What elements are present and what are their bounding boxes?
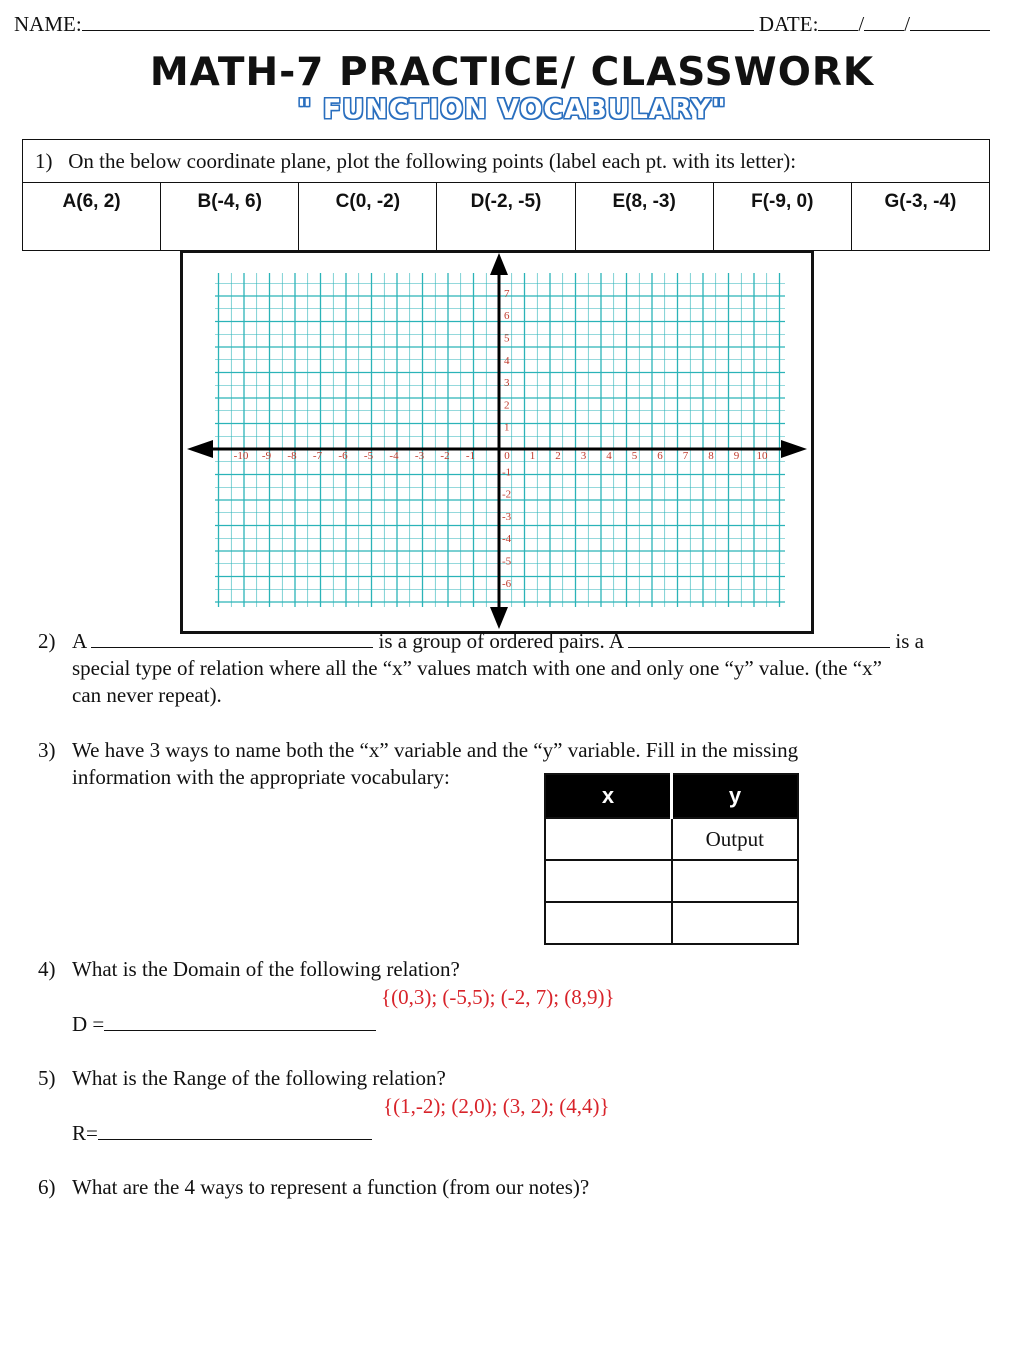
x-tick-label: -2 [440,450,450,462]
y-axis-arrow-up [490,253,508,275]
point-cell: B(-4, 6) [161,183,299,251]
date-label: DATE: [758,12,819,36]
y-tick-label: 4 [504,354,510,367]
y-axis-arrow-down [490,607,508,629]
x-tick-label: 7 [682,450,689,462]
y-header: y [672,774,799,818]
x-axis-arrow-right [781,440,807,458]
table-cell[interactable] [672,902,799,944]
x-tick-label: -7 [312,450,323,462]
x-tick-label: 0 [504,450,510,462]
x-tick-label: -4 [389,450,399,462]
points-table [22,139,990,251]
question-6 [38,1174,998,1201]
q1-instruction [23,140,990,183]
xy-vocabulary-table [544,773,799,945]
range-relation: {(1,-2); (2,0); (3, 2); (4,4)} [383,1094,610,1118]
y-tick-label: -6 [502,577,512,590]
name-field[interactable] [82,12,754,31]
domain-label: D = [72,1012,105,1036]
coordinate-plane[interactable] [183,253,811,631]
range-blank[interactable] [98,1121,372,1140]
table-cell[interactable] [672,860,799,902]
date-separator: / [904,12,911,36]
question-5 [38,1065,998,1092]
y-tick-label: -4 [502,533,512,546]
q2-line-2: special type of relation where all the “x” values match with one and only one “y” value. (the “x” [72,656,882,680]
q6-text: What are the 4 ways to represent a function (from our notes)? [72,1175,590,1199]
y-tick-label: -3 [502,510,512,523]
q3-line-2: information with the appropriate vocabulary: [72,765,450,789]
x-header: x [545,774,672,818]
question-2 [38,628,998,655]
x-tick-label: 10 [756,450,768,462]
question-3 [38,737,998,764]
x-tick-label: 9 [733,450,740,462]
x-tick-label: -9 [261,450,272,462]
date-day-field[interactable] [864,12,904,31]
function-blank[interactable] [628,629,890,648]
y-tick-label: -5 [502,555,512,568]
q5-number: 5) [38,1066,56,1090]
point-cell: G(-3, -4) [851,183,989,251]
point-cell: A(6, 2) [23,183,161,251]
q2-text-c: is a [895,629,924,653]
y-tick-label: -1 [502,466,512,479]
table-cell[interactable] [545,818,672,860]
x-tick-label: 1 [529,450,536,462]
date-separator: / [858,12,865,36]
y-tick-label: 1 [504,421,510,434]
table-cell[interactable] [545,902,672,944]
x-tick-label: 8 [708,450,714,462]
x-tick-label: -8 [287,450,297,462]
y-tick-label: 3 [504,377,510,390]
q4-text: What is the Domain of the following relation? [72,957,460,981]
table-cell[interactable]: Output [672,818,799,860]
x-tick-label: -1 [465,450,476,462]
domain-relation: {(0,3); (-5,5); (-2, 7); (8,9)} [381,985,615,1009]
point-cell: C(0, -2) [299,183,437,251]
x-tick-label: 5 [631,450,638,462]
q2-line-3: can never repeat). [72,683,222,707]
page-subtitle: " FUNCTION VOCABULARY" [297,94,727,125]
q1-text: On the below coordinate plane, plot the following points (label each pt. with its letter): [68,148,797,173]
q3-number: 3) [38,738,56,762]
date-month-field[interactable] [818,12,858,31]
y-tick-label: 2 [504,399,510,412]
point-cell: F(-9, 0) [713,183,851,251]
question-4 [38,956,998,983]
coordinate-plane-frame [180,250,814,634]
y-tick-label: 6 [504,310,510,323]
x-tick-label: -3 [414,450,425,462]
x-tick-label: -6 [338,450,348,462]
x-tick-label: -5 [363,450,374,462]
domain-blank[interactable] [104,1012,376,1031]
header-row [14,12,1006,40]
y-tick-label: -2 [502,488,512,501]
x-tick-label: -10 [233,450,249,462]
point-cell: D(-2, -5) [437,183,575,251]
range-label: R= [72,1121,98,1145]
y-tick-label: 7 [504,287,510,300]
q5-text: What is the Range of the following relation? [72,1066,446,1090]
q1-number: 1) [35,148,53,173]
x-tick-label: 3 [580,450,587,462]
x-tick-label: 2 [555,450,561,462]
q2-text-b: is a group of ordered pairs. A [378,629,623,653]
q2-number: 2) [38,629,56,653]
domain-answer [72,1011,472,1038]
x-axis-arrow-left [187,440,213,458]
table-cell[interactable] [545,860,672,902]
page-title: MATH-7 PRACTICE/ CLASSWORK [149,50,875,95]
range-answer [72,1120,472,1147]
x-tick-label: 6 [657,450,663,462]
relation-blank[interactable] [91,629,373,648]
point-cell: E(8, -3) [575,183,713,251]
x-tick-label: 4 [606,450,612,462]
q4-number: 4) [38,957,56,981]
y-tick-label: 5 [504,332,510,345]
name-label: NAME: [14,12,82,36]
date-year-field[interactable] [910,12,990,31]
q6-number: 6) [38,1175,56,1199]
q3-text: We have 3 ways to name both the “x” variable and the “y” variable. Fill in the missing [72,738,799,762]
q2-text-a: A [72,629,87,653]
